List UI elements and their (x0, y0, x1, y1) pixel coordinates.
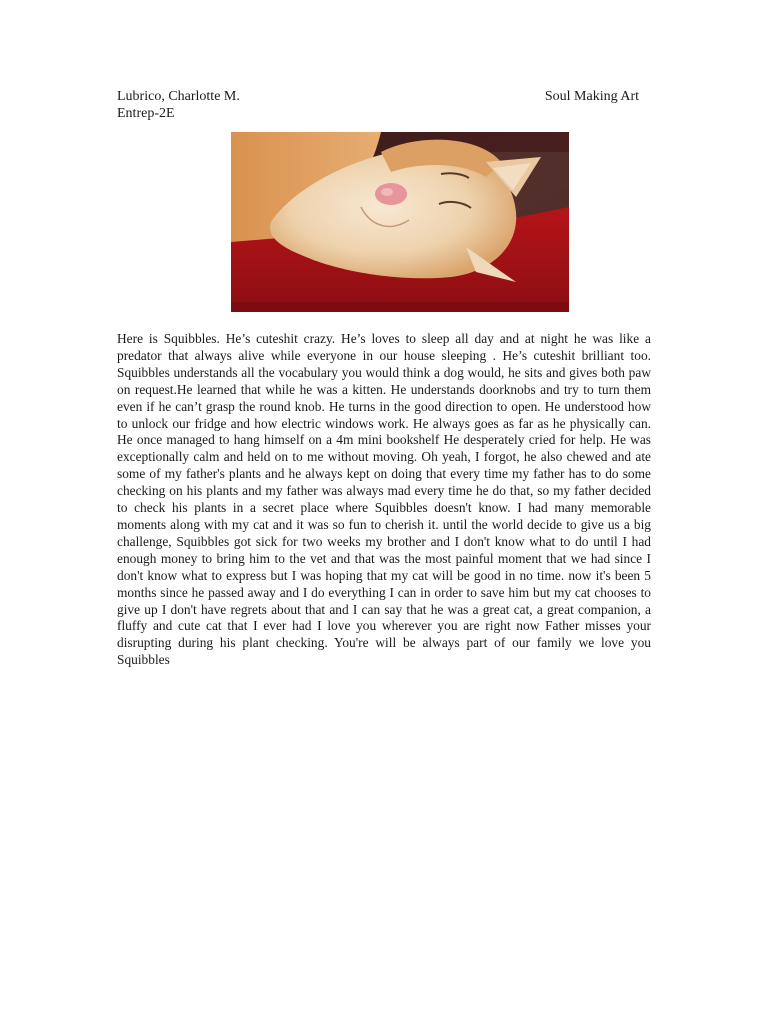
header-row (117, 88, 651, 105)
cat-photo (231, 132, 569, 312)
author-name: Lubrico, Charlotte M. (117, 89, 240, 104)
subject-title: Soul Making Art (544, 89, 639, 104)
document-header (117, 88, 651, 122)
essay-paragraph: Here is Squibbles. He’s cuteshit crazy. He’s loves to sleep all day and at night he was like a predator that always alive while everyone in our house sleeping . He’s cuteshit brilliant too. Squibbles understands all the vocabulary you would think a dog would, he sits and gives both paw on request.He learned that while he was a kitten. He understands doorknobs and try to turn them even if he can’t grasp the round knob. He turns in the good direction to open. He understood how to unlock our fridge and how electric windows work. He always goes as far as he physically can. He once managed to hang himself on a 4m mini bookshelf He desperately cried for help. He was exceptionally calm and held on to me without moving. Oh yeah, I forgot, he also chewed and ate some of my father's plants and he always kept on doing that every time my father has to do some checking on his plants and my father was always mad every time he do that, so my father decided to check his plants in a secret place where Squibbles doesn't know. I had many memorable moments along with my cat and it was so fun to cherish it. until the world decide to give us a big challenge, Squibbles got sick for two weeks my brother and I don't know what to do until I had enough money to bring him to the vet and that was the most painful moment that we had since I don't know what to express but I was hoping that my cat will be good in no time. now it's been 5 months since he passed away and I do everything I can in order to save him but my cat chooses to give up I don't have regrets about that and I can say that he was a great cat, a great companion, a fluffy and cute cat that I ever had I love you wherever you are right now Father misses your disrupting during his plant checking. You're will be always part of our family we love you Squibbles (117, 331, 651, 668)
class-section: Entrep-2E (117, 106, 175, 121)
